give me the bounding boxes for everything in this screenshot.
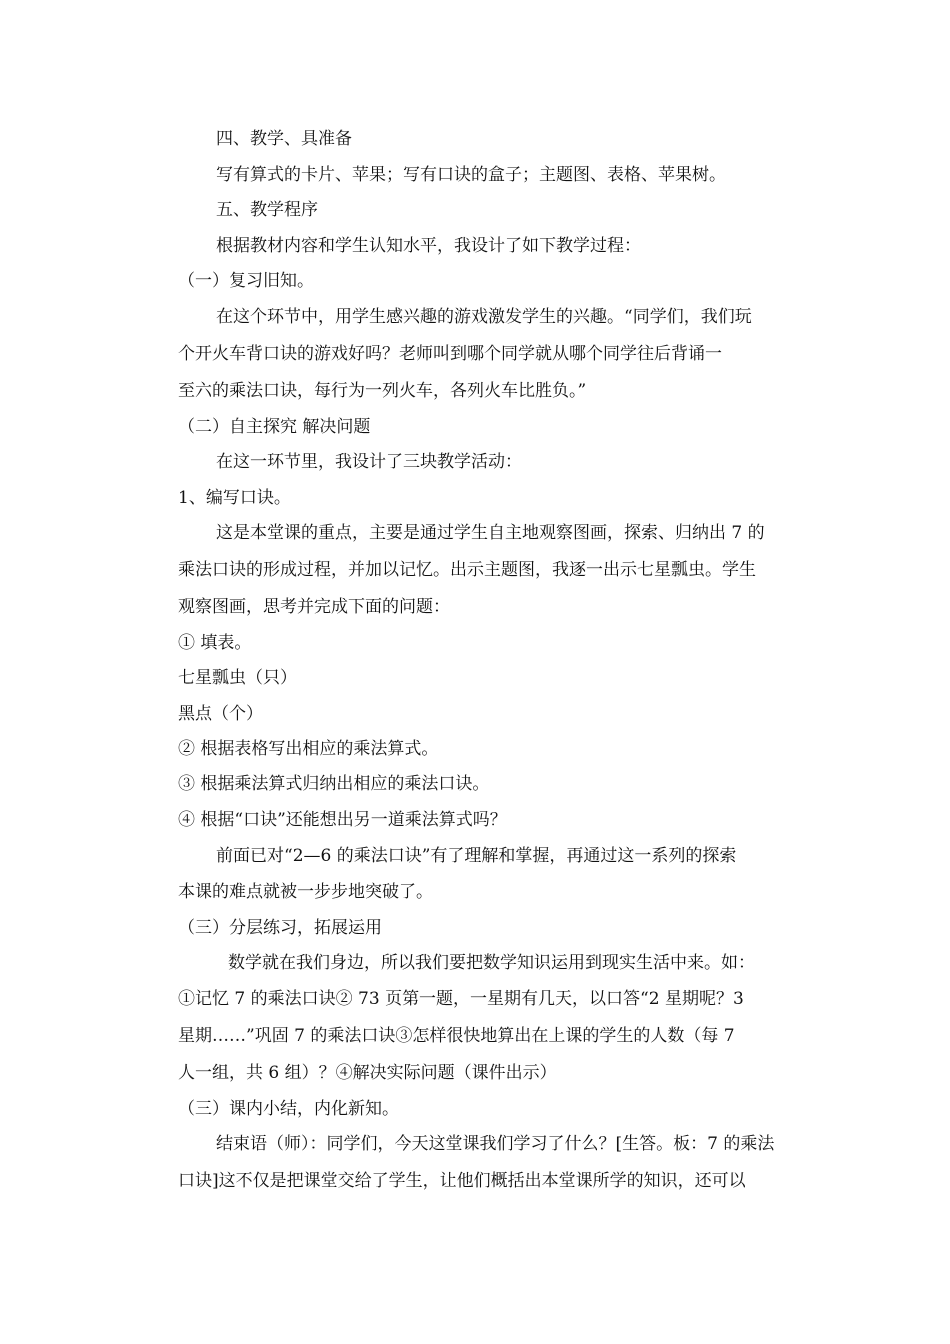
paragraph-line: 口诀]这不仅是把课堂交给了学生，让他们概括出本堂课所学的知识，还可以	[178, 1171, 746, 1191]
subsection-heading-practice: （三）分层练习，拓展运用	[178, 918, 382, 938]
paragraph-line: 乘法口诀的形成过程，并加以记忆。出示主题图，我逐一出示七星瓢虫。学生	[178, 560, 756, 580]
paragraph-line: 在这一环节里，我设计了三块教学活动：	[216, 452, 522, 472]
list-item: ③ 根据乘法算式归纳出相应的乘法口诀。	[178, 774, 490, 794]
paragraph-line: 个开火车背口诀的游戏好吗？老师叫到哪个同学就从哪个同学往后背诵一	[178, 344, 722, 364]
paragraph-line: 前面已对“2—6 的乘法口诀”有了理解和掌握，再通过这一系列的探索	[216, 846, 737, 866]
list-heading: 1、编写口诀。	[178, 488, 291, 508]
table-label: 七星瓢虫（只）	[178, 668, 297, 688]
section-heading-preparation: 四、教学、具准备	[216, 129, 352, 149]
table-label: 黑点（个）	[178, 704, 263, 724]
paragraph-line: 写有算式的卡片、苹果；写有口诀的盒子；主题图、表格、苹果树。	[216, 165, 726, 185]
list-item: ② 根据表格写出相应的乘法算式。	[178, 739, 439, 759]
paragraph-line: 至六的乘法口诀，每行为一列火车，各列火车比胜负。”	[178, 381, 587, 401]
subsection-heading-review: （一）复习旧知。	[178, 271, 314, 291]
paragraph-line: 数学就在我们身边，所以我们要把数学知识运用到现实生活中来。如：	[228, 953, 755, 973]
list-item: ① 填表。	[178, 633, 252, 653]
paragraph-line: 观察图画，思考并完成下面的问题：	[178, 597, 450, 617]
list-item: ④ 根据“口诀”还能想出另一道乘法算式吗？	[178, 810, 507, 830]
paragraph-line: 根据教材内容和学生认知水平，我设计了如下教学过程：	[216, 236, 641, 256]
paragraph-line: 结束语（师）：同学们，今天这堂课我们学习了什么？[生答。板：7 的乘法	[216, 1134, 775, 1154]
subsection-heading-explore: （二）自主探究 解决问题	[178, 417, 371, 437]
paragraph-line: 本课的难点就被一步步地突破了。	[178, 882, 433, 902]
paragraph-line: 星期……”巩固 7 的乘法口诀③怎样很快地算出在上课的学生的人数（每 7	[178, 1026, 735, 1046]
paragraph-line: ①记忆 7 的乘法口诀② 73 页第一题，一星期有几天，以口答“2 星期呢？3	[178, 989, 744, 1009]
section-heading-procedure: 五、教学程序	[216, 200, 318, 220]
paragraph-line: 这是本堂课的重点，主要是通过学生自主地观察图画，探索、归纳出 7 的	[216, 523, 765, 543]
paragraph-line: 人一组，共 6 组）？④解决实际问题（课件出示）	[178, 1063, 557, 1083]
paragraph-line: 在这个环节中，用学生感兴趣的游戏激发学生的兴趣。“同学们，我们玩	[216, 307, 752, 327]
subsection-heading-summary: （三）课内小结，内化新知。	[178, 1099, 399, 1119]
